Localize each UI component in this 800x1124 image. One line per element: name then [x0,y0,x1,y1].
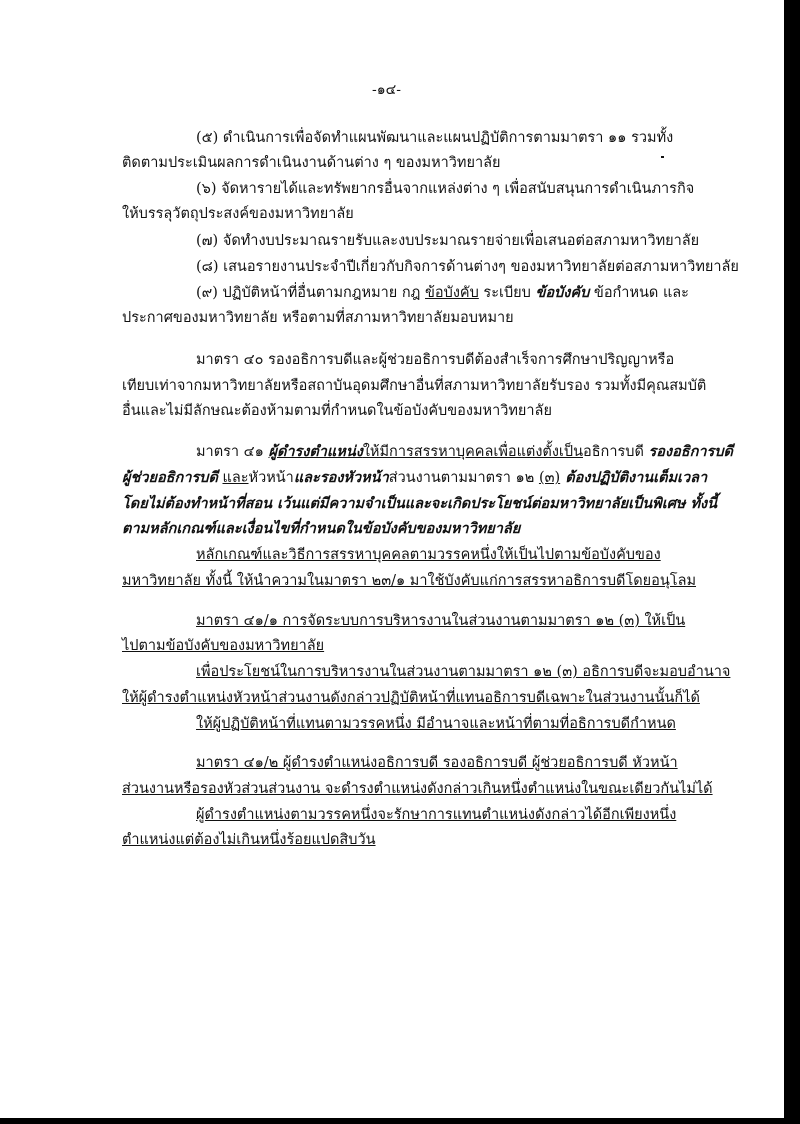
section-41-text-a: อธิการบดี [583,444,649,460]
item-5-line-1: (๕) ดำเนินการเพื่อจัดทำแผนพัฒนาและแผนปฏิบัติการตามมาตรา ๑๑ รวมทั้ง [196,130,674,146]
stray-mark [661,156,664,158]
section-41-1-line-2: ไปตามข้อบังคับของมหาวิทยาลัย [122,638,325,654]
section-40-line-3: อื่นและไม่มีลักษณะต้องห้ามตามที่กำหนดในข้อบังคับของมหาวิทยาลัย [122,403,552,419]
item-9-struck: ข้อบังคับ [535,284,590,301]
scan-edge-bottom [0,1118,800,1124]
section-41-1-line-3: เพื่อประโยชน์ในการบริหารงานในส่วนงานตามมาตรา ๑๒ (๓) อธิการบดีจะมอบอำนาจ [196,664,731,680]
section-40-line-2: เทียบเท่าจากมหาวิทยาลัยหรือสถาบันอุดมศึกษาอื่นที่สภามหาวิทยาลัยรับรอง รวมทั้งมีคุณสมบัติ [122,378,707,394]
scan-edge-right [784,0,800,1124]
section-41-2-line-4: ตำแหน่งแต่ต้องไม่เกินหนึ่งร้อยแปดสิบวัน [122,832,376,848]
section-41-line-5: หลักเกณฑ์และวิธีการสรรหาบุคคลตามวรรคหนึ่งให้เป็นไปตามข้อบังคับของ [196,547,661,563]
section-41-line-4: ตามหลักเกณฑ์และเงื่อนไขที่กำหนดในข้อบังคับของมหาวิทยาลัย [122,520,521,537]
item-9-inserted: ข้อบังคับ [425,285,479,301]
section-41-1-line-5: ให้ผู้ปฏิบัติหน้าที่แทนตามวรรคหนึ่ง มีอำนาจและหน้าที่ตามที่อธิการบดีกำหนด [196,716,676,732]
section-41-struck-b: รองอธิการบดี [648,443,733,460]
item-8-line: (๘) เสนอรายงานประจำปีเกี่ยวกับกิจการด้านต่างๆ ของมหาวิทยาลัยต่อสภามหาวิทยาลัย [196,259,739,275]
section-41-line-1 [196,442,733,462]
section-41-inserted-b: และ [222,470,249,486]
section-41-text-b: หัวหน้า [248,470,294,486]
section-41-2-line-2: ส่วนงานหรือรองหัวส่วนส่วนงาน จะดำรงตำแหน่งดังกล่าวเกินหนึ่งตำแหน่งในขณะเดียวกันไม่ได้ [122,781,713,797]
section-40-line-1: มาตรา ๔๐ รองอธิการบดีและผู้ช่วยอธิการบดีต้องสำเร็จการศึกษาปริญญาหรือ [196,352,675,368]
section-41-text-c: ส่วนงานตามมาตรา ๑๒ [388,470,539,486]
item-6-line-2: ให้บรรลุวัตถุประสงค์ของมหาวิทยาลัย [122,206,354,222]
page-number: -๑๔- [372,82,401,98]
section-41-struck-a: ผู้ดำรงตำแหน่ง [268,443,363,460]
section-41-struck-e: ต้องปฏิบัติงานเต็มเวลา [560,469,708,486]
item-6-line-1: (๖) จัดหารายได้และทรัพยากรอื่นจากแหล่งต่าง ๆ เพื่อสนับสนุนการดำเนินภารกิจ [196,181,695,197]
section-41-2-line-1: มาตรา ๔๑/๒ ผู้ดำรงตำแหน่งอธิการบดี รองอธิการบดี ผู้ช่วยอธิการบดี หัวหน้า [196,755,678,771]
section-41-2-line-3: ผู้ดำรงตำแหน่งตามวรรคหนึ่งจะรักษาการแทนตำแหน่งดังกล่าวได้อีกเพียงหนึ่ง [196,807,677,823]
section-41-line-2 [122,468,707,488]
item-7-line: (๗) จัดทำงบประมาณรายรับและงบประมาณรายจ่ายเพื่อเสนอต่อสภามหาวิทยาลัย [196,233,700,249]
section-41-1-line-4: ให้ผู้ดำรงตำแหน่งหัวหน้าส่วนงานดังกล่าวปฏิบัติหน้าที่แทนอธิการบดีเฉพาะในส่วนงานนั้นก็ได้ [122,690,700,706]
section-41-inserted-c: (๓) [538,470,561,486]
item-5-line-2: ติดตามประเมินผลการดำเนินงานด้านต่าง ๆ ของมหาวิทยาลัย [122,155,501,171]
item-9-text-c: ระเบียบ [478,285,536,301]
section-41-struck-c: ผู้ช่วยอธิการบดี [122,469,218,486]
section-41-line-3: โดยไม่ต้องทำหน้าที่สอน เว้นแต่มีความจำเป็นและจะเกิดประโยชน์ต่อมหาวิทยาลัยเป็นพิเศษ ทั้งนี้ [122,495,718,512]
section-41-struck-d: และรองหัวหน้า [293,469,389,486]
section-41-inserted-a: ให้มีการสรรหาบุคคลเพื่อแต่งตั้งเป็น [362,444,583,460]
section-41-1-line-1: มาตรา ๔๑/๑ การจัดระบบการบริหารงานในส่วนงานตามมาตรา ๑๒ (๓) ให้เป็น [196,613,686,629]
item-9-line-2: ประกาศของมหาวิทยาลัย หรือตามที่สภามหาวิทยาลัยมอบหมาย [122,310,514,326]
item-9-line-1 [196,283,689,303]
section-41-line-6: มหาวิทยาลัย ทั้งนี้ ให้นำความในมาตรา ๒๓/๑ มาใช้บังคับแก่การสรรหาอธิการบดีโดยอนุโลม [122,573,697,589]
item-9-text-e: ข้อกำหนด และ [589,285,689,301]
item-9-text-a: (๙) ปฏิบัติหน้าที่อื่นตามกฎหมาย กฎ [196,285,426,301]
section-41-label: มาตรา ๔๑ [196,444,269,460]
